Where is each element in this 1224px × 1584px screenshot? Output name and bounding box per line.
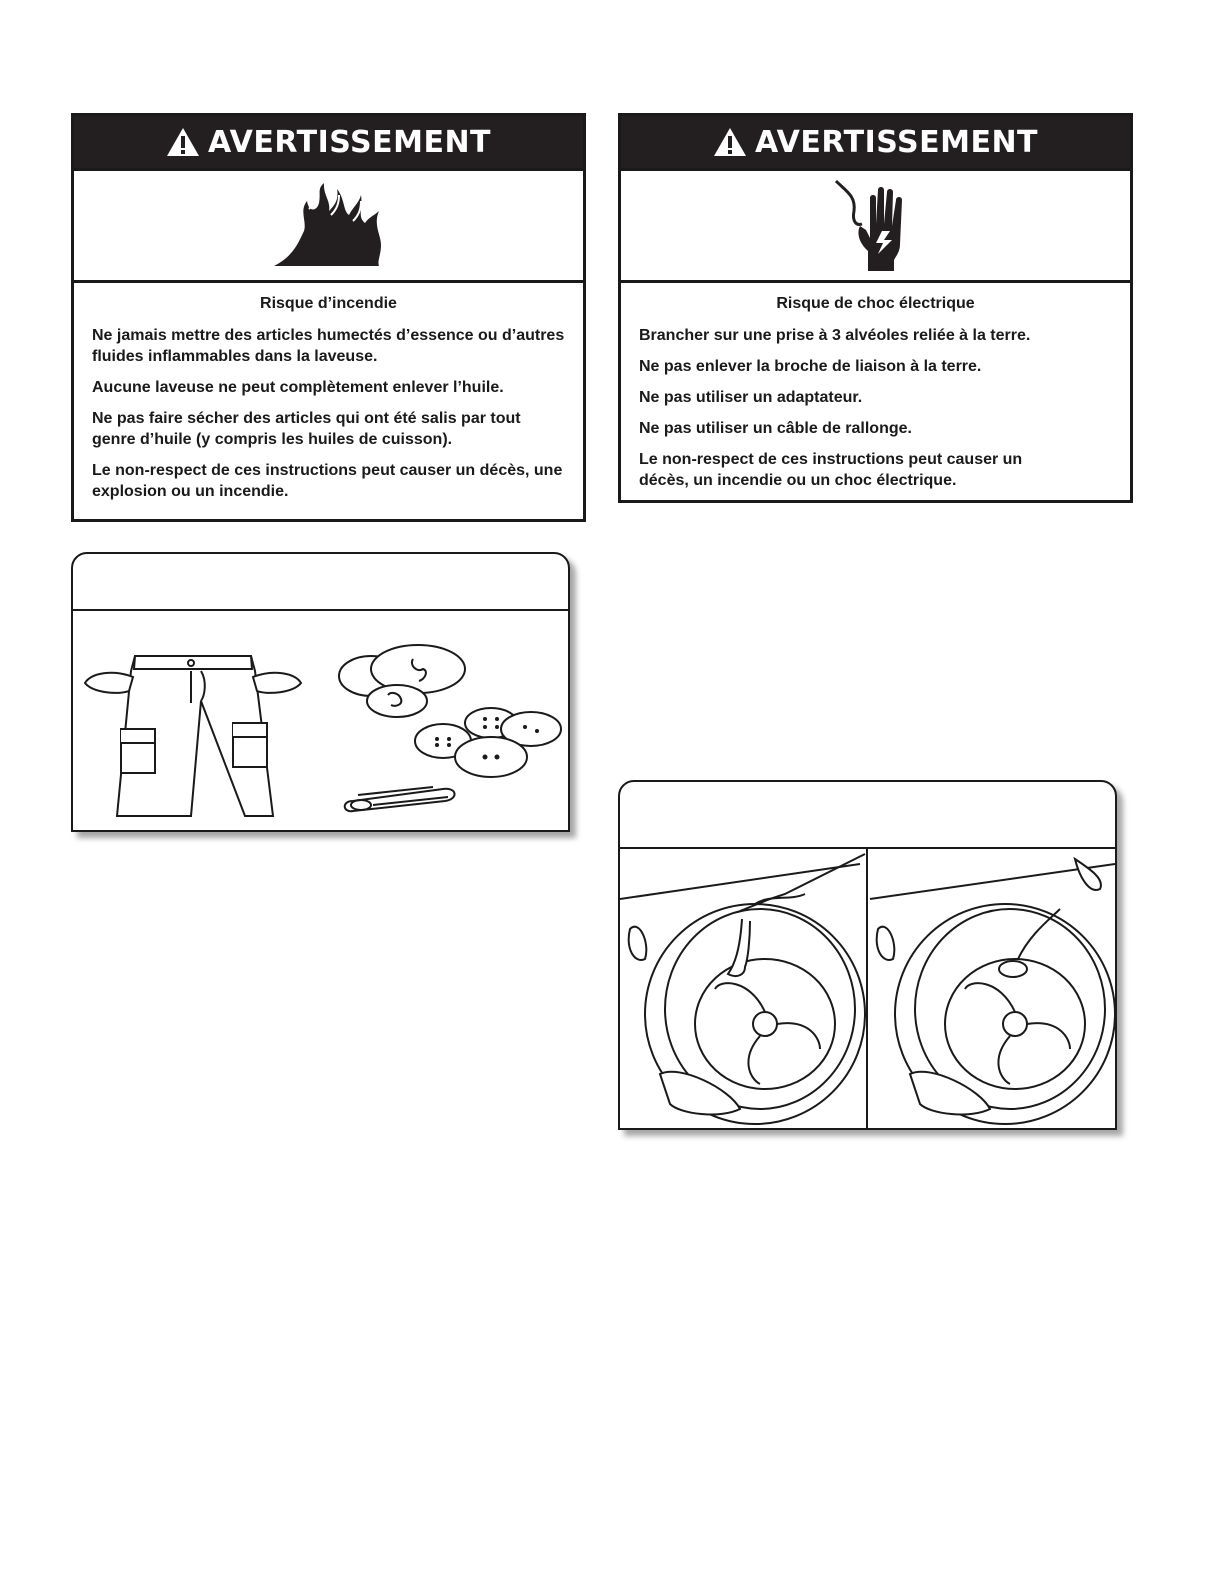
warning-line: Ne pas utiliser un adaptateur. bbox=[639, 389, 863, 406]
pants-and-small-items-illustration bbox=[73, 611, 568, 831]
warning-title: AVERTISSEMENT bbox=[754, 124, 1039, 160]
warning-body bbox=[74, 283, 583, 524]
empty-pockets-illustration-box bbox=[71, 552, 570, 832]
fire-icon-area bbox=[74, 168, 583, 283]
shock-icon-area bbox=[621, 168, 1130, 283]
washer-right-icon bbox=[870, 859, 1115, 1124]
warning-line: Aucune laveuse ne peut complètement enlever l’huile. bbox=[92, 379, 504, 396]
warning-line: Ne pas faire sécher des articles qui ont été salis par tout genre d’huile (y compris les huiles de cuisson). bbox=[92, 410, 521, 448]
warning-header bbox=[621, 116, 1130, 168]
washer-left-icon bbox=[620, 854, 865, 1124]
warning-triangle-icon bbox=[166, 127, 200, 157]
illustration-header bbox=[620, 782, 1115, 849]
warning-line: Le non-respect de ces instructions peut causer un décès, un incendie ou un choc électrique. bbox=[639, 451, 1023, 489]
warning-line: Brancher sur une prise à 3 alvéoles reliée à la terre. bbox=[639, 327, 1031, 344]
electric-shock-hand-icon bbox=[826, 176, 926, 276]
warning-triangle-icon bbox=[713, 127, 747, 157]
pants-icon bbox=[85, 656, 301, 816]
buttons-icon bbox=[415, 708, 561, 777]
warning-line: Ne jamais mettre des articles humectés d’essence ou d’autres fluides inflammables dans la laveuse. bbox=[92, 327, 565, 365]
warning-body bbox=[621, 283, 1130, 513]
fire-warning-box bbox=[71, 113, 586, 522]
washer-cleaning-illustration-box bbox=[618, 780, 1117, 1130]
warning-line: Ne pas utiliser un câble de rallonge. bbox=[639, 420, 912, 437]
warning-header bbox=[74, 116, 583, 168]
illustration-header bbox=[73, 554, 568, 611]
shock-warning-box bbox=[618, 113, 1133, 503]
coins-icon bbox=[339, 645, 465, 717]
washer-basket-illustration bbox=[620, 849, 1115, 1130]
risk-heading: Risque d’incendie bbox=[260, 295, 397, 312]
warning-title: AVERTISSEMENT bbox=[207, 124, 492, 160]
fire-icon bbox=[269, 181, 389, 271]
warning-line: Le non-respect de ces instructions peut causer un décès, une explosion ou un incendie. bbox=[92, 462, 563, 500]
warning-line: Ne pas enlever la broche de liaison à la terre. bbox=[639, 358, 982, 375]
risk-heading: Risque de choc électrique bbox=[776, 295, 975, 312]
safety-pins-icon bbox=[345, 787, 455, 811]
